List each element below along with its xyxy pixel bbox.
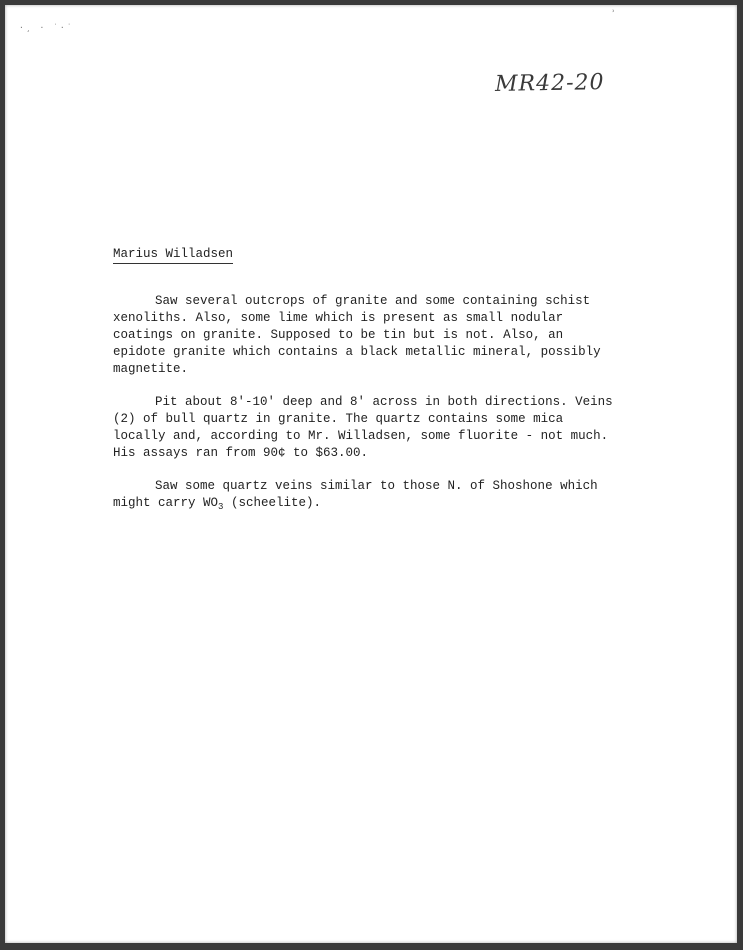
paragraph-quartz-veins-text: Saw some quartz veins similar to those N. of Shoshone which might carry WO xyxy=(113,479,598,510)
handwritten-reference-number: MR42-20 xyxy=(494,70,605,97)
corner-mark: ʾ xyxy=(612,9,616,20)
paragraph-quartz-veins xyxy=(113,478,613,516)
document-body xyxy=(113,293,613,532)
document-heading: Marius Willadsen xyxy=(113,247,233,264)
paragraph-quartz-veins-text-end: (scheelite). xyxy=(223,496,321,510)
scan-specks: ·¸ · ˙·˙ xyxy=(19,23,74,32)
paragraph-pit: Pit about 8'-10' deep and 8' across in both directions. Veins (2) of bull quartz in granite. The quartz contains some mica locally and, according to Mr. Willadsen, some fluorite - not much. His assays ran from 90¢ to $63.00. xyxy=(113,395,613,460)
paragraph-outcrops: Saw several outcrops of granite and some containing schist xenoliths. Also, some lime which is present as small nodular coatings on granite. Supposed to be tin but is not. Also, an epidote granite which contains a black metallic mineral, possibly magnetite. xyxy=(113,294,601,376)
document-page xyxy=(5,5,737,943)
tungsten-oxide-subscript: 3 xyxy=(218,502,224,512)
